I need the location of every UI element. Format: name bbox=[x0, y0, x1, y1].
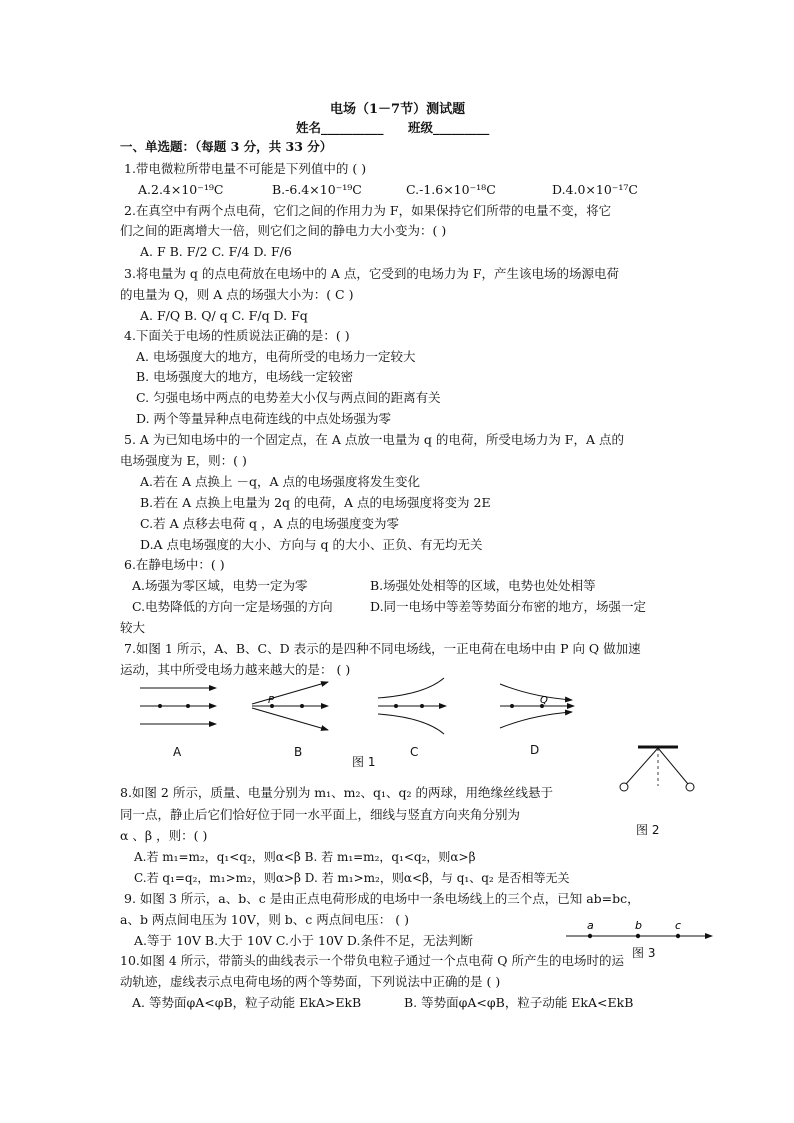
q4-stem: 4.下面关于电场的性质说法正确的是：( ) bbox=[124, 328, 350, 343]
q6-option-a: A.场强为零区域，电势一定为零 bbox=[132, 578, 308, 593]
q10-option-b: B. 等势面φA<φB，粒子动能 EkA<EkB bbox=[404, 995, 634, 1010]
q9-stem-line1: 9. 如图 3 所示，a、b、c 是由正点电荷形成的电场中一条电场线上的三个点，已知 ab=bc， bbox=[124, 891, 640, 906]
figure-3-point-c: c bbox=[675, 919, 682, 932]
q6-option-b: B.场强处处相等的区域，电势也处处相等 bbox=[370, 578, 596, 593]
q5-stem-line2: 电场强度为 E，则：( ) bbox=[120, 453, 247, 468]
q1-option-b: B.-6.4×10⁻¹⁹C bbox=[272, 182, 362, 197]
q1-option-c: C.-1.6×10⁻¹⁸C bbox=[406, 182, 496, 197]
figure-3-caption: 图 3 bbox=[632, 946, 656, 960]
q5-option-c: C.若 A 点移去电荷 q ，A 点的电场强度变为零 bbox=[140, 516, 400, 531]
q4-option-c: C. 匀强电场中两点的电势差大小仅与两点间的距离有关 bbox=[136, 390, 441, 405]
q8-options-cd: C.若 q₁=q₂，m₁>m₂，则α>β D. 若 m₁>m₂，则α<β，与 q₁、q₂ 是否相等无关 bbox=[134, 871, 570, 885]
q10-stem-line1: 10.如图 4 所示，带箭头的曲线表示一个带负电粒子通过一个点电荷 Q 所产生的电场时的运 bbox=[120, 953, 624, 968]
q2-stem-line1: 2.在真空中有两个点电荷，它们之间的作用力为 F，如果保持它们所带的电量不变，将它 bbox=[124, 203, 612, 218]
figure-3-field-line bbox=[560, 915, 720, 945]
q4-option-d: D. 两个等量异种点电荷连线的中点处场强为零 bbox=[136, 411, 392, 426]
q3-stem-line2: 的电量为 Q，则 A 点的场强大小为：( C ) bbox=[120, 287, 354, 302]
figure-2-pendulum bbox=[600, 740, 710, 820]
q5-option-d: D.A 点电场强度的大小、方向与 q 的大小、正负、有无均无关 bbox=[140, 537, 483, 552]
q5-stem-line1: 5. A 为已知电场中的一个固定点，在 A 点放一电量为 q 的电荷，所受电场力为 F，A 点的 bbox=[124, 432, 624, 447]
q10-option-a: A. 等势面φA<φB，粒子动能 EkA>EkB bbox=[132, 995, 362, 1010]
q3-options: A. F/Q B. Q/ q C. F/q D. Fq bbox=[140, 308, 308, 323]
q5-option-a: A.若在 A 点换上 －q，A 点的电场强度将发生变化 bbox=[140, 474, 420, 489]
figure-1a-uniform-field bbox=[140, 688, 216, 724]
figure-3-point-a: a bbox=[587, 919, 594, 932]
q3-stem-line1: 3.将电量为 q 的点电荷放在电场中的 A 点，它受到的电场力为 F，产生该电场的场源电荷 bbox=[124, 266, 619, 281]
q10-stem-line2: 动轨迹，虚线表示点电荷电场的两个等势面，下列说法中正确的是 ( ) bbox=[120, 974, 501, 989]
figure-1-field-lines bbox=[130, 676, 590, 746]
q6-option-d-cont: 较大 bbox=[120, 620, 146, 635]
figure-1-label-c: C bbox=[410, 745, 419, 759]
figure-1-label-a: A bbox=[173, 745, 182, 759]
figure-1d-curved-field bbox=[500, 684, 574, 728]
figure-2-caption: 图 2 bbox=[636, 823, 660, 837]
figure-1-label-d: D bbox=[530, 743, 540, 757]
q6-option-d: D.同一电场中等差等势面分布密的地方，场强一定 bbox=[370, 599, 647, 614]
class-field-label: 班级_________ bbox=[408, 120, 490, 135]
q8-stem-line1: 8.如图 2 所示，质量、电量分别为 m₁、m₂、q₁、q₂ 的两球，用绝缘丝线悬于 bbox=[120, 785, 554, 800]
q1-option-d: D.4.0×10⁻¹⁷C bbox=[552, 182, 638, 197]
q4-option-b: B. 电场强度大的地方，电场线一定较密 bbox=[136, 369, 354, 384]
q2-stem-line2: 们之间的距离增大一倍，则它们之间的静电力大小变为：( ) bbox=[120, 223, 447, 238]
q8-stem-line3: α 、β ，则：( ) bbox=[120, 828, 208, 843]
q6-option-c: C.电势降低的方向一定是场强的方向 bbox=[132, 599, 333, 614]
q2-options: A. F B. F/2 C. F/4 D. F/6 bbox=[140, 244, 292, 259]
q1-stem: 1.带电微粒所带电量不可能是下列值中的 ( ) bbox=[124, 161, 367, 176]
name-field-label: 姓名__________ bbox=[296, 120, 384, 135]
q1-option-a: A.2.4×10⁻¹⁹C bbox=[138, 182, 224, 197]
q7-stem-line1: 7.如图 1 所示，A、B、C、D 表示的是四种不同电场线，一正电荷在电场中由 P 向 Q 做加速 bbox=[124, 641, 641, 656]
q5-option-b: B.若在 A 点换上电量为 2q 的电荷，A 点的电场强度将变为 2E bbox=[140, 495, 491, 510]
q7-stem-line2: 运动，其中所受电场力越来越大的是： ( ) bbox=[120, 662, 351, 677]
figure-3-point-b: b bbox=[635, 919, 642, 932]
section-heading: 一、单选题：（每题 3 分，共 33 分） bbox=[120, 139, 333, 154]
page-title: 电场（1－7节）测试题 bbox=[330, 102, 466, 117]
q8-stem-line2: 同一点，静止后它们恰好位于同一水平面上，细线与竖直方向夹角分别为 bbox=[120, 807, 521, 822]
figure-1c-curved-field bbox=[378, 678, 446, 734]
q8-options-ab: A.若 m₁=m₂，q₁<q₂，则α<β B. 若 m₁=m₂，q₁<q₂，则α>β bbox=[134, 850, 476, 864]
q6-stem: 6.在静电场中：( ) bbox=[124, 557, 225, 572]
q9-options: A.等于 10V B.大于 10V C.小于 10V D.条件不足，无法判断 bbox=[134, 933, 473, 948]
figure-1b-point-p: P bbox=[268, 695, 275, 706]
figure-1d-point-q: Q bbox=[540, 695, 548, 706]
q9-stem-line2: a、b 两点间电压为 10V，则 b、c 两点间电压： ( ) bbox=[120, 912, 409, 927]
q4-option-a: A. 电场强度大的地方，电荷所受的电场力一定较大 bbox=[136, 349, 416, 364]
figure-1-label-b: B bbox=[294, 745, 303, 759]
figure-1-caption: 图 1 bbox=[352, 755, 376, 769]
figure-1b-diverging-field bbox=[252, 682, 328, 730]
